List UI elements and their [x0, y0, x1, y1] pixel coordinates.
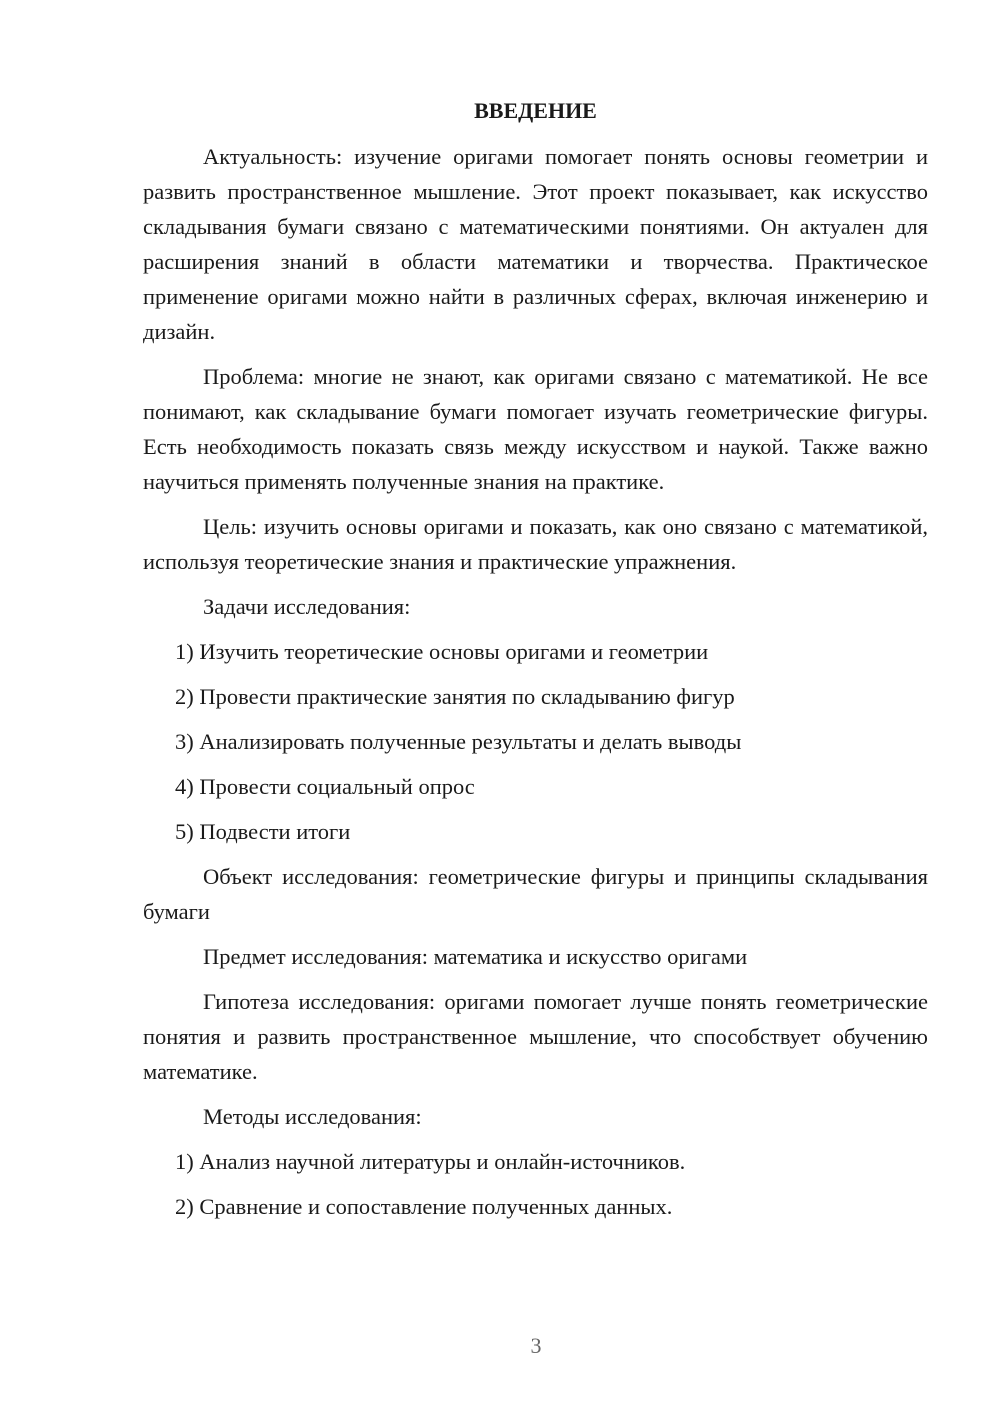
- tasks-list: [143, 634, 928, 849]
- list-item: 1) Анализ научной литературы и онлайн-источников.: [175, 1149, 686, 1174]
- list-item: 5) Подвести итоги: [175, 819, 351, 844]
- problem-paragraph: Проблема: многие не знают, как оригами связано с математикой. Не все понимают, как складывание бумаги помогает изучать геометрические фигуры. Есть необходимость показать связь между искусством и наукой. Также важно научиться применять полученные знания на практике.: [143, 364, 928, 494]
- list-item: 3) Анализировать полученные результаты и делать выводы: [175, 729, 742, 754]
- object-paragraph: Объект исследования: геометрические фигуры и принципы складывания бумаги: [143, 864, 928, 924]
- list-item: 1) Изучить теоретические основы оригами и геометрии: [175, 639, 709, 664]
- methods-title: Методы исследования:: [203, 1104, 422, 1129]
- page-content: [143, 95, 928, 1234]
- subject-paragraph: Предмет исследования: математика и искусство оригами: [203, 944, 748, 969]
- goal-paragraph: Цель: изучить основы оригами и показать, как оно связано с математикой, используя теоретические знания и практические упражнения.: [143, 514, 928, 574]
- relevance-paragraph: Актуальность: изучение оригами помогает понять основы геометрии и развить пространственное мышление. Этот проект показывает, как искусство складывания бумаги связано с математическими понятиями. Он актуален для расширения знаний в области математики и творчества. Практическое применение оригами можно найти в различных сферах, включая инженерию и дизайн.: [143, 144, 928, 344]
- hypothesis-paragraph: Гипотеза исследования: оригами помогает лучше понять геометрические понятия и развить пространственное мышление, что способствует обучению математике.: [143, 989, 928, 1084]
- list-item: 2) Сравнение и сопоставление полученных данных.: [175, 1194, 673, 1219]
- page-title: ВВЕДЕНИЕ: [474, 98, 597, 123]
- tasks-title: Задачи исследования:: [203, 594, 411, 619]
- page-number: 3: [530, 1333, 542, 1358]
- list-item: 4) Провести социальный опрос: [175, 774, 475, 799]
- list-item: 2) Провести практические занятия по складыванию фигур: [175, 684, 735, 709]
- methods-list: [143, 1144, 928, 1224]
